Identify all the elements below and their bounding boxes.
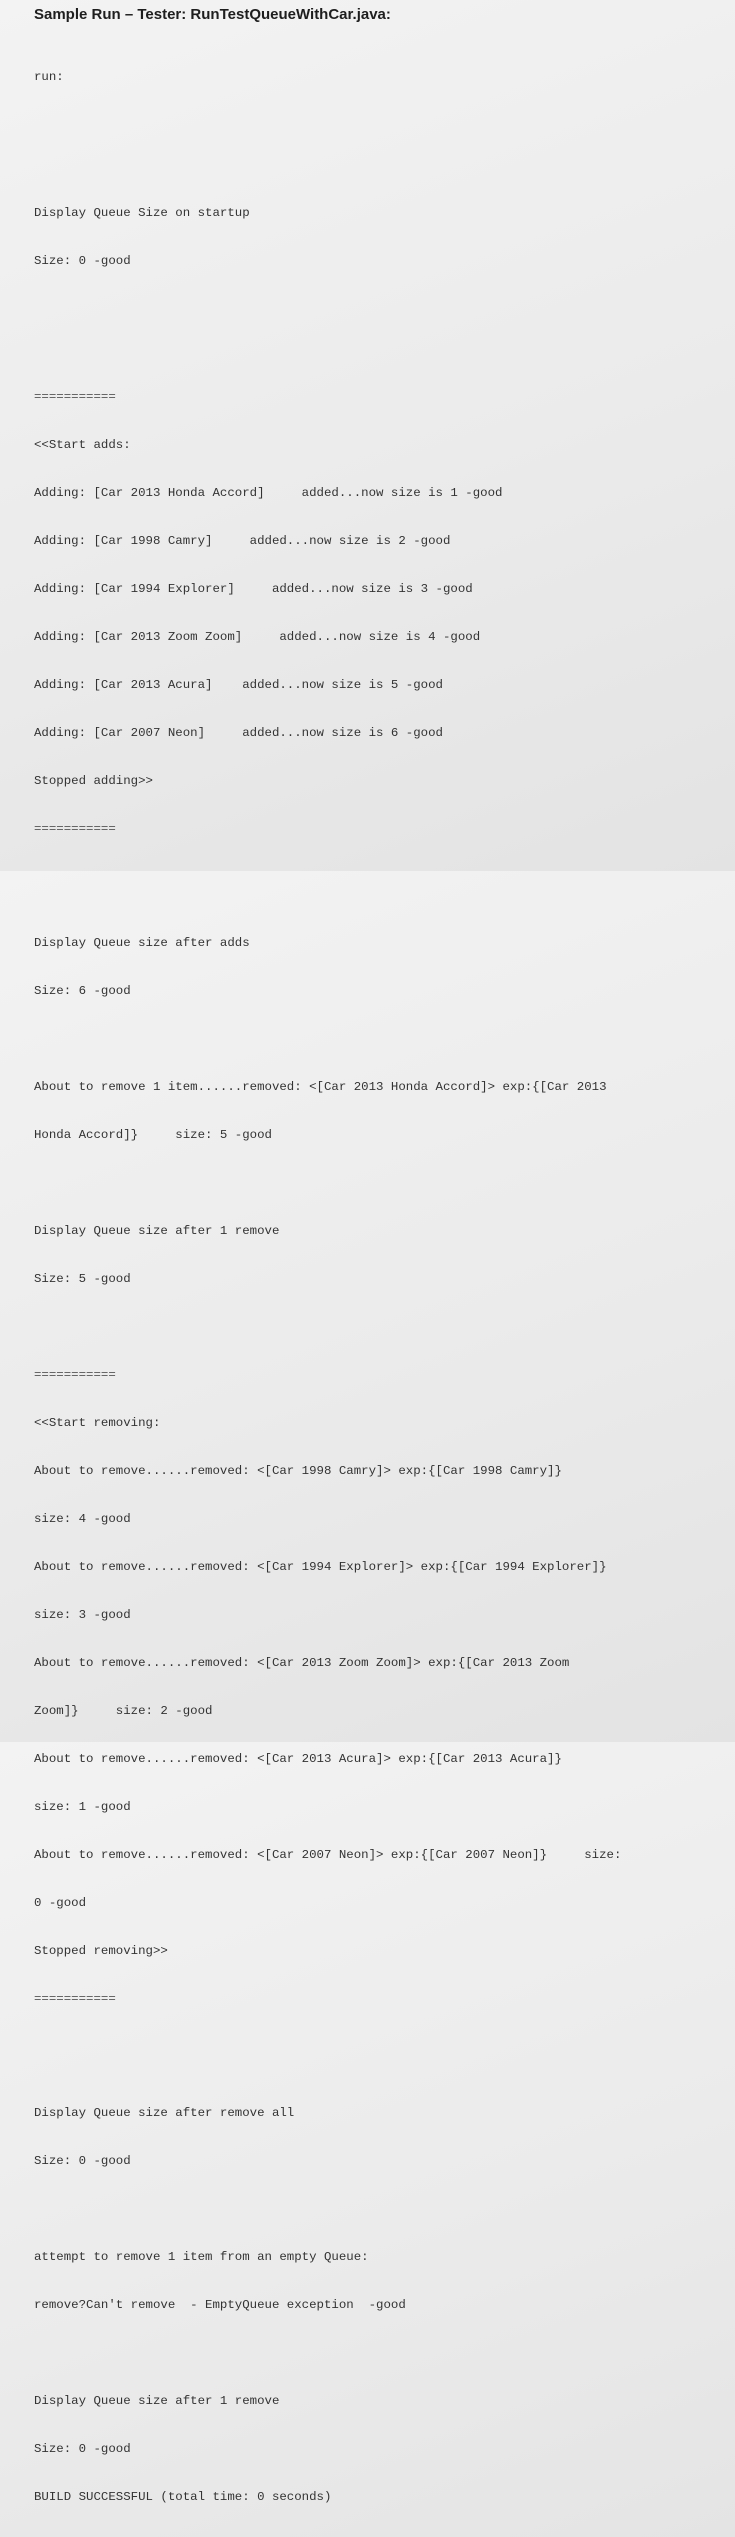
after-all-size: Size: 0 -good xyxy=(34,2154,131,2168)
add-line: Adding: [Car 2013 Acura] added...now size is 5 -good xyxy=(34,678,443,692)
remove-line: About to remove......removed: <[Car 2013 Acura]> exp:{[Car 2013 Acura]} xyxy=(34,1752,562,1766)
build-status: BUILD SUCCESSFUL (total time: 0 seconds) xyxy=(34,2490,332,2504)
remove-line: size: 3 -good xyxy=(34,1608,131,1622)
add-line: Adding: [Car 1994 Explorer] added...now size is 3 -good xyxy=(34,582,473,596)
stopped-removing-label: Stopped removing>> xyxy=(34,1944,168,1958)
remove-line: About to remove......removed: <[Car 2007 Neon]> exp:{[Car 2007 Neon]} size: xyxy=(34,1848,622,1862)
start-removing-label: <<Start removing: xyxy=(34,1416,161,1430)
remove-line: Zoom]} size: 2 -good xyxy=(34,1704,213,1718)
add-line: Adding: [Car 2013 Honda Accord] added...now size is 1 -good xyxy=(34,486,503,500)
startup-size: Size: 0 -good xyxy=(34,254,131,268)
add-line: Adding: [Car 2007 Neon] added...now size is 6 -good xyxy=(34,726,443,740)
remove-line: size: 1 -good xyxy=(34,1800,131,1814)
console-output xyxy=(34,37,735,2537)
after-adds-heading: Display Queue size after adds xyxy=(34,936,250,950)
page-title: Sample Run – Tester: RunTestQueueWithCar.java: xyxy=(34,6,391,23)
start-adds-label: <<Start adds: xyxy=(34,438,131,452)
final-heading: Display Queue size after 1 remove xyxy=(34,2394,280,2408)
remove-line: size: 4 -good xyxy=(34,1512,131,1526)
remove-line: About to remove......removed: <[Car 1994 Explorer]> exp:{[Car 1994 Explorer]} xyxy=(34,1560,607,1574)
separator-line: =========== xyxy=(34,1992,116,2006)
after-all-heading: Display Queue size after remove all xyxy=(34,2106,295,2120)
startup-heading: Display Queue Size on startup xyxy=(34,206,250,220)
stopped-adding-label: Stopped adding>> xyxy=(34,774,153,788)
add-line: Adding: [Car 1998 Camry] added...now size is 2 -good xyxy=(34,534,451,548)
remove-line: 0 -good xyxy=(34,1896,87,1910)
add-line: Adding: [Car 2013 Zoom Zoom] added...now size is 4 -good xyxy=(34,630,481,644)
remove-one-line: About to remove 1 item......removed: <[Car 2013 Honda Accord]> exp:{[Car 2013 xyxy=(34,1080,607,1094)
remove-line: About to remove......removed: <[Car 1998 Camry]> exp:{[Car 1998 Camry]} xyxy=(34,1464,562,1478)
remove-one-line: Honda Accord]} size: 5 -good xyxy=(34,1128,272,1142)
empty-attempt-line: attempt to remove 1 item from an empty Queue: xyxy=(34,2250,369,2264)
after-one-size: Size: 5 -good xyxy=(34,1272,131,1286)
run-label: run: xyxy=(34,70,64,84)
separator-line: =========== xyxy=(34,822,116,836)
separator-line: =========== xyxy=(34,390,116,404)
after-adds-size: Size: 6 -good xyxy=(34,984,131,998)
after-one-heading: Display Queue size after 1 remove xyxy=(34,1224,280,1238)
separator-line: =========== xyxy=(34,1368,116,1382)
empty-attempt-line: remove?Can't remove - EmptyQueue exception -good xyxy=(34,2298,406,2312)
final-size: Size: 0 -good xyxy=(34,2442,131,2456)
remove-line: About to remove......removed: <[Car 2013 Zoom Zoom]> exp:{[Car 2013 Zoom xyxy=(34,1656,570,1670)
